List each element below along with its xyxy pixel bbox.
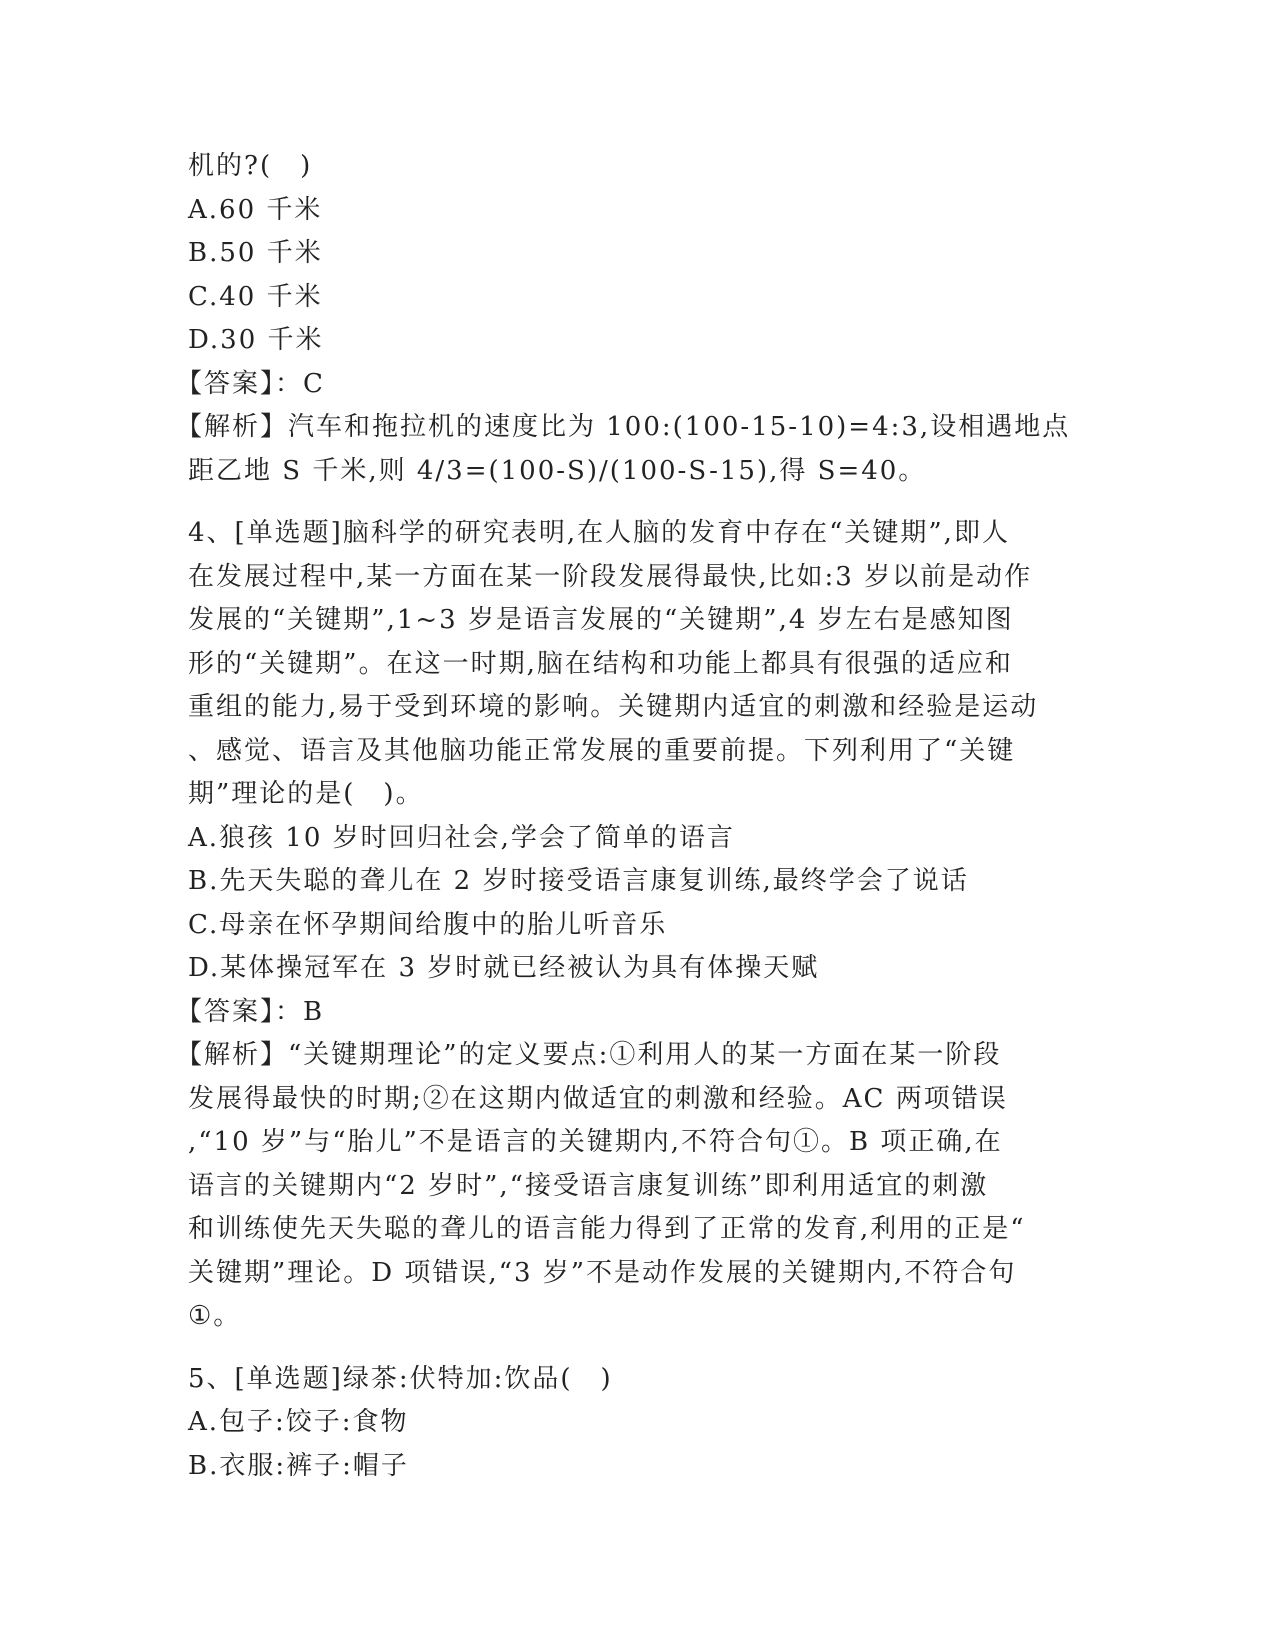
option-b: B.50 千米 xyxy=(188,238,323,268)
question-4 xyxy=(176,512,1068,1339)
question-4-stem: 重组的能力,易于受到环境的影响。关键期内适宜的刺激和经验是运动 xyxy=(188,692,1039,722)
question-4-stem: 期”理论的是( )。 xyxy=(188,779,424,809)
question-5-stem: 5、[单选题]绿茶:伏特加:饮品( ) xyxy=(188,1363,613,1394)
option-b: B.先天失聪的聋儿在 2 岁时接受语言康复训练,最终学会了说话 xyxy=(188,866,969,896)
question-4-stem: 4、[单选题]脑科学的研究表明,在人脑的发育中存在“关键期”,即人 xyxy=(188,518,1010,548)
question-4-stem: 、感觉、语言及其他脑功能正常发展的重要前提。下列利用了“关键 xyxy=(188,735,1016,766)
answer-line: 【答案】：C xyxy=(176,368,325,399)
option-a: A.60 千米 xyxy=(188,194,323,225)
question-3-stem-end: 机的?( ) xyxy=(188,151,313,181)
analysis-line: 【解析】汽车和拖拉机的速度比为 100:(100-15-10)=4:3,设相遇地点 xyxy=(176,412,1071,442)
option-a: A.包子:饺子:食物 xyxy=(188,1407,409,1437)
analysis-line: ①。 xyxy=(188,1301,242,1331)
question-3-continuation xyxy=(176,145,1071,493)
answer-line: 【答案】：B xyxy=(176,996,325,1027)
analysis-line: 发展得最快的时期;②在这期内做适宜的刺激和经验。AC 两项错误 xyxy=(188,1083,1008,1114)
question-4-stem: 在发展过程中,某一方面在某一阶段发展得最快,比如:3 岁以前是动作 xyxy=(188,561,1033,592)
analysis-line: 距乙地 S 千米,则 4/3=(100-S)/(100-S-15),得 S=40。 xyxy=(188,455,927,486)
analysis-line: 语言的关键期内“2 岁时”,“接受语言康复训练”即利用适宜的刺激 xyxy=(188,1170,989,1201)
question-5 xyxy=(188,1358,1068,1489)
option-d: D.某体操冠军在 3 岁时就已经被认为具有体操天赋 xyxy=(188,953,820,983)
spacer xyxy=(188,493,1068,512)
analysis-line: ,“10 岁”与“胎儿”不是语言的关键期内,不符合句①。B 项正确,在 xyxy=(188,1127,1003,1157)
option-c: C.母亲在怀孕期间给腹中的胎儿听音乐 xyxy=(188,909,668,940)
spacer xyxy=(188,1339,1068,1358)
question-4-stem: 形的“关键期”。在这一时期,脑在结构和功能上都具有很强的适应和 xyxy=(188,648,1013,679)
option-a: A.狼孩 10 岁时回归社会,学会了简单的语言 xyxy=(188,822,735,853)
analysis-line: 和训练使先天失聪的聋儿的语言能力得到了正常的发育,利用的正是“ xyxy=(188,1214,1026,1244)
option-b: B.衣服:裤子:帽子 xyxy=(188,1450,409,1481)
question-4-stem: 发展的“关键期”,1~3 岁是语言发展的“关键期”,4 岁左右是感知图 xyxy=(188,605,1014,635)
analysis-line: 关键期”理论。D 项错误,“3 岁”不是动作发展的关键期内,不符合句 xyxy=(188,1257,1017,1288)
analysis-line: 【解析】“关键期理论”的定义要点:①利用人的某一方面在某一阶段 xyxy=(176,1040,1002,1070)
option-c: C.40 千米 xyxy=(188,281,323,312)
document-page xyxy=(176,145,1071,1488)
option-d: D.30 千米 xyxy=(188,325,324,355)
